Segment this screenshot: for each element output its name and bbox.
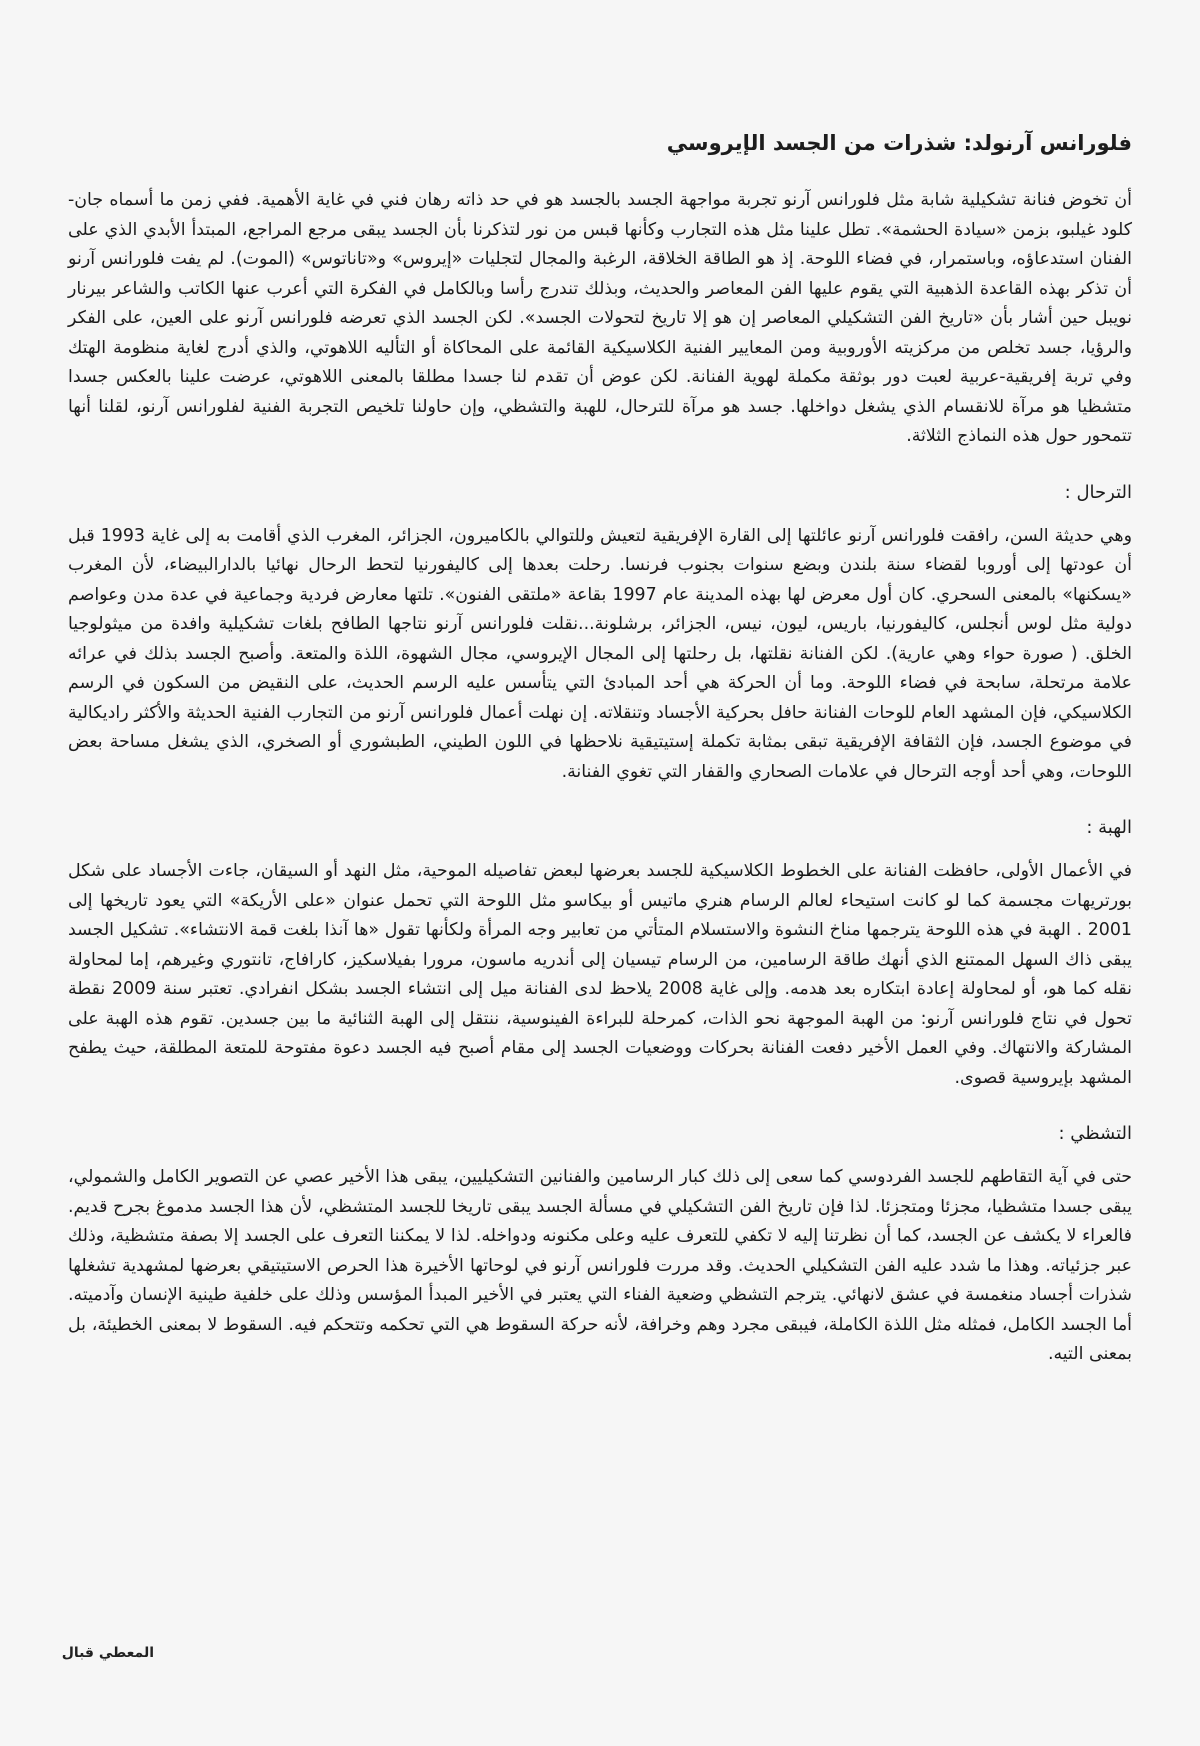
section-paragraph-nomadism: وهي حديثة السن، رافقت فلورانس آرنو عائلتها إلى القارة الإفريقية لتعيش وللتوالي بالكاميرون، الجزائر، المغرب الذي أقامت به إلى غاية 1993 قبل أن عودتها إلى أوروبا لقضاء سنة بلندن وبضع سنوات بجنوب فرنسا. رحلت بعدها إلى كاليفورنيا لتحط الرحال نهائيا بالدارالبيضاء، لأن المغرب «يسكنها» بالمعنى السحري. كان أول معرض لها بهذه المدينة عام 1997 بقاعة «ملتقى الفنون». تلتها معارض فردية وجماعية في عدة مدن وعواصم دولية مثل لوس أنجلس، كاليفورنيا، باريس، ليون، نيس، الجزائر، برشلونة...نقلت فلورانس آرنو نتاجها الطافح بلغات تشكيلية وافدة من ميثولوجيا الخلق. ( صورة حواء وهي عارية). لكن الفنانة نقلتها، بل رحلتها إلى المجال الإيروسي، مجال الشهوة، اللذة والمتعة. وأصبح الجسد بذلك في عرائه علامة مرتحلة، سابحة في فضاء اللوحة. وما أن الحركة هي أحد المبادئ التي يتأسس عليه الرسم الحديث، على النقيض من السكون في الرسم الكلاسيكي، فإن المشهد العام للوحات الفنانة حافل بحركية الأجساد وتنقلاته. إن نهلت أعمال فلورانس آرنو من التجارب الفنية الحديثة والأكثر راديكالية في موضوع الجسد، فإن الثقافة الإفريقية تبقى بمثابة تكملة إستيتيقية نلاحظها في اللون الطيني، الطبشوري أو الصخري، الذي يشغل مساحة بعض اللوحات، وهي أحد أوجه الترحال في علامات الصحاري والقفار التي تغوي الفنانة. xyxy=(68,525,1132,782)
section-heading-gift: الهبة : xyxy=(1086,817,1132,838)
article-title: فلورانس آرنولد: شذرات من الجسد الإيروسي xyxy=(666,131,1132,155)
section-heading-nomadism: الترحال : xyxy=(1064,481,1132,503)
section-heading-fragmentation: التشظي : xyxy=(1058,1123,1132,1144)
intro-paragraph: أن تخوض فنانة تشكيلية شابة مثل فلورانس آرنو تجربة مواجهة الجسد بالجسد هو في حد ذاته رهان فني في غاية الأهمية. ففي زمن ما أسماه جان-كلود غيلبو، بزمن «سيادة الحشمة». تطل علينا مثل هذه التجارب وكأنها قبس من نور لتذكرنا بأن الجسد يبقى مرجع المراجع، المبتدأ الأبدي الذي على الفنان استدعاؤه، وباستمرار، في فضاء اللوحة. إذ هو الطاقة الخلاقة، الرغبة والمجال لتجليات «إيروس» و«تاناتوس» (الموت). لم يفت فلورانس آرنو أن تذكر بهذه القاعدة الذهبية التي يقوم عليها الفن المعاصر والحديث، وبذلك تندرج رأسا وبالكامل في الفكرة التي أعرب عنها الكاتب والشاعر بيرنار نويبل حين أشار بأن «تاريخ الفن التشكيلي المعاصر إن هو إلا تاريخ لتحولات الجسد». لكن الجسد الذي تعرضه فلورانس آرنو على العين، على الفكر والرؤيا، جسد تخلص من مركزيته الأوروبية ومن المعايير الفنية الكلاسيكية القائمة على المحاكاة أو التأليه اللاهوتي، والذي أدرج لغاية منظومة الهتك وفي تربة إفريقية-عربية لعبت دور بوثقة مكملة لهوية الفنانة. لكن عوض أن تقدم لنا جسدا مطلقا بالمعنى اللاهوتي، عرضت علينا بالعكس جسدا متشظيا هو مرآة للانقسام الذي يشغل دواخلها. جسد هو مرآة للترحال، للهبة والتشظي، وإن حاولنا تلخيص التجربة الفنية لفلورانس آرنو، لقلنا أنها تتمحور حول هذه النماذج الثلاثة. xyxy=(68,190,1132,446)
article-body xyxy=(68,128,1132,1370)
section-paragraph-fragmentation: حتى في آية التقاطهم للجسد الفردوسي كما سعى إلى ذلك كبار الرسامين والفنانين التشكيليين، يبقى هذا الأخير عصي عن التصوير الكامل والشمولي، يبقى جسدا متشظيا، مجزئا ومتجزئا. لذا فإن تاريخ الفن التشكيلي في مسألة الجسد يبقى تاريخا للجسد المتشظي، لأن هذا الجسد مدموغ بجرح قديم. فالعراء لا يكشف عن الجسد، كما أن نظرتنا إليه لا تكفي للتعرف عليه وعلى مكنونه ودواخله. لذا لا يمكننا التعرف على الجسد إلا بصفة متشظية، وذلك عبر جزئياته. وهذا ما شدد عليه الفن التشكيلي الحديث. وقد مررت فلورانس آرنو في لوحاتها الأخيرة هذا الحرص الاستيتيقي بعرضها لمشهدية تشغلها شذرات أجساد منغمسة في عشق لانهائي. يترجم التشظي وضعية الفناء التي يعتبر في الأخير المبدأ المؤسس وذلك على خلفية طينية الإنسان وآدميته. أما الجسد الكامل، فمثله مثل اللذة الكاملة، فيبقى مجرد وهم وخرافة، لأنه حركة السقوط هي التي تحكمه وتتحكم فيه. السقوط لا بمعنى الخطيئة، بل بمعنى التيه. xyxy=(68,1167,1132,1364)
author-signature: المعطي قبال xyxy=(61,1645,154,1661)
section-paragraph-gift: في الأعمال الأولى، حافظت الفنانة على الخطوط الكلاسيكية للجسد بعرضها لبعض تفاصيله الموحية، مثل النهد أو السيقان، جاءت الأجساد على شكل بورتريهات مجسمة كما لو كانت استيحاء لعالم الرسام هنري ماتيس أو بيكاسو مثل اللوحة التي تحمل عنوان «على الأريكة» التي يعود تاريخها إلى 2001 . الهبة في هذه اللوحة يترجمها مناخ النشوة والاستسلام المتأتي من تعابير وجه المرأة ولكأنها تقول «ها آنذا بلغت قمة الانتشاء». تشكيل الجسد يبقى ذاك السهل الممتنع الذي أنهك طاقة الرسامين، من الرسام تيسيان إلى أندريه ماسون، مرورا بفيلاسكيز، كارافاج، تانتوري وغيرهم، إما لمحاولة نقله كما هو، أو لمحاولة إعادة ابتكاره بعد هدمه. وإلى غاية 2008 يلاحظ لدى الفنانة ميل إلى انتشاء الجسد بشكل انفرادي. تعتبر سنة 2009 نقطة تحول في نتاج فلورانس آرنو: من الهبة الموجهة نحو الذات، كمرحلة للبراءة الفينوسية، ننتقل إلى الهبة الثنائية ما بين جسدين. تقوم هذه الهبة على المشاركة والانتهاك. وفي العمل الأخير دفعت الفنانة بحركات ووضعيات الجسد إلى مقام أصبح فيه الجسد دعوة مفتوحة للمتعة المطلقة، حيث يطفح المشهد بإيروسية قصوى. xyxy=(68,861,1133,1088)
